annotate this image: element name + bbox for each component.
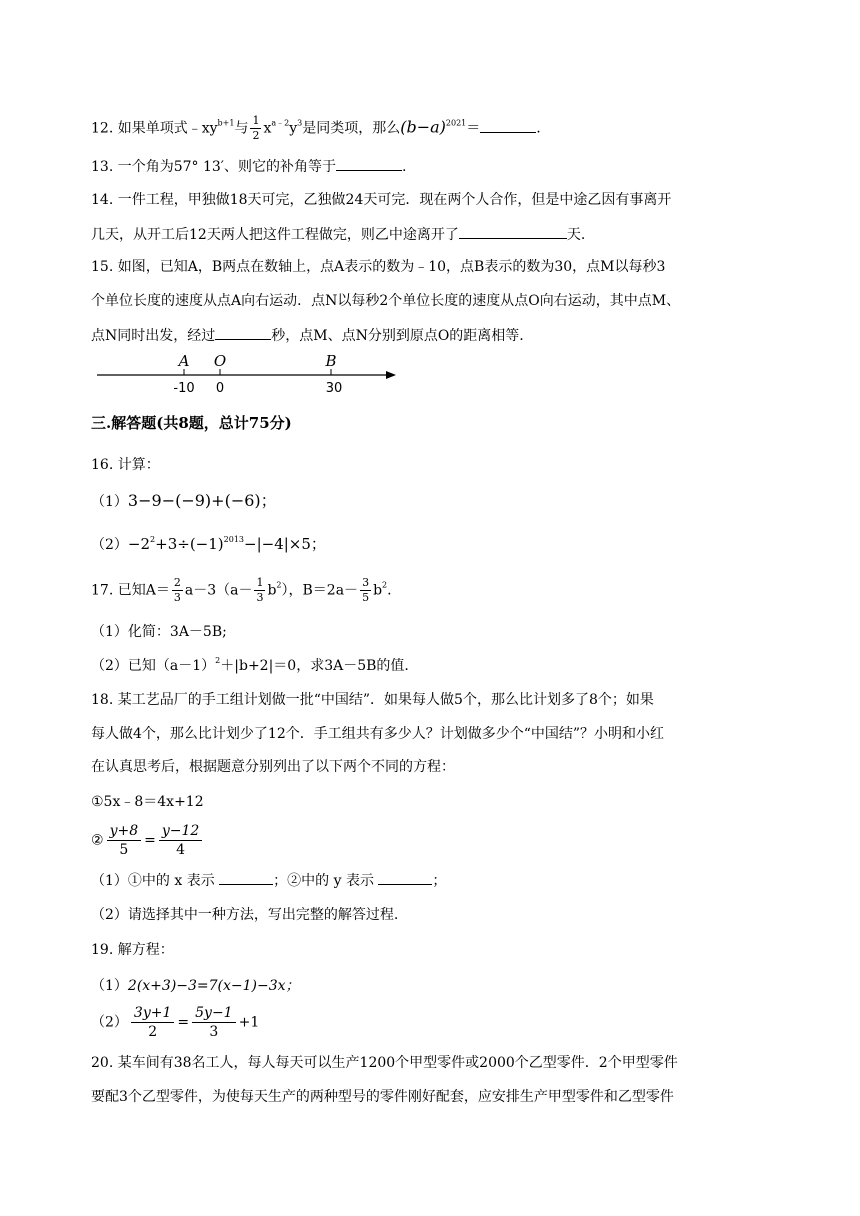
question-18-eq2 [91, 822, 205, 859]
question-19-part2 [91, 1004, 259, 1041]
question-number: 17. [91, 582, 114, 599]
q16-p2-exp1: 2 [150, 535, 156, 544]
fraction-numerator: y−12 [159, 822, 202, 841]
q16-p2-exp2: 2013 [223, 535, 244, 544]
q12-equals: ＝ [466, 120, 481, 137]
q16-p2-a: −2 [127, 535, 151, 553]
q17-p1: （1）化简：3A－5B; [91, 624, 227, 640]
question-15-line2 [91, 291, 680, 311]
question-number: 12. [91, 120, 114, 137]
q18-eq2-equals: = [144, 832, 156, 849]
q18-line3: 在认真思考后，根据题意分别列出了以下两个不同的方程： [91, 759, 455, 775]
q15-line3a: 点N同时出发，经过 [91, 328, 216, 344]
part-label: （1） [91, 494, 128, 510]
fraction-numerator: 1 [252, 114, 260, 127]
q18-eq2-mark: ② [91, 832, 104, 849]
fraction-numerator: 3 [362, 576, 370, 589]
q12-text-e: 是同类项，那么 [302, 120, 401, 137]
fraction-denominator: 2 [252, 129, 260, 142]
q12-x: x [263, 120, 272, 137]
question-18-eq1 [91, 792, 204, 812]
fraction-denominator: 2 [148, 1024, 158, 1040]
fraction-denominator: 5 [362, 591, 370, 604]
q19-tail: +1 [238, 1014, 260, 1031]
question-19-part1 [91, 976, 300, 996]
question-16-part1 [91, 491, 277, 512]
q18-p2: （2）请选择其中一种方法，写出完整的解答过程. [91, 907, 399, 923]
q17-exp1: 2 [276, 580, 282, 590]
q18-eq1: ①5x﹣8＝4x+12 [91, 794, 204, 810]
q18-line2: 每人做4个，那么比计划少了12个．手工组共有多少人？计划做多少个“中国结”？小明和小红 [91, 726, 665, 742]
question-18-line3 [91, 757, 455, 777]
part-label: （2） [91, 537, 128, 553]
q17-p2-b: ＋|b+2|＝0，求3A－5B的值. [220, 658, 409, 674]
question-20-line2 [91, 1087, 674, 1107]
question-13 [91, 156, 406, 177]
q17-text-d: ），B＝2a－ [281, 582, 359, 599]
q16-p2-c: −|−4|×5； [244, 535, 326, 553]
q17-text-a: 已知A＝ [117, 582, 170, 599]
question-19 [91, 940, 174, 960]
question-18-part1 [91, 870, 446, 891]
q12-fraction [250, 114, 261, 143]
fraction-denominator: 5 [119, 842, 129, 858]
q15-line1: 如图，已知A，B两点在数轴上，点A表示的数为﹣10，点B表示的数为30，点M以每秒3 [117, 259, 666, 275]
fraction-numerator: 3y+1 [131, 1004, 174, 1023]
q17-fraction-1 [172, 576, 183, 605]
question-number: 19. [91, 942, 114, 958]
question-15-line3 [91, 325, 524, 346]
answer-blank[interactable] [215, 325, 271, 340]
q12-exp4: 2021 [445, 118, 467, 128]
q12-end: . [536, 120, 541, 137]
q19-p1-expr: 2(x+3)−3=7(x−1)−3x； [127, 978, 300, 994]
q14-line1: 一件工程，甲独做18天可完，乙独做24天可完．现在两个人合作，但是中途乙因有事离开 [117, 192, 672, 208]
section-title: 三.解答题(共8题，总计75分) [91, 414, 292, 432]
question-17-part2 [91, 656, 409, 676]
fraction-numerator: 5y−1 [192, 1004, 235, 1023]
q17-text-b: a－3（a－ [184, 582, 253, 599]
q13-text: 一个角为57° 13′、则它的补角等于 [117, 159, 336, 175]
point-label-B: B [325, 352, 337, 370]
q12-exp1: b+1 [217, 118, 235, 128]
question-16 [91, 455, 160, 475]
q16-p2-b: +3÷(−1) [155, 535, 224, 553]
q12-expr: (b−a) [400, 117, 446, 137]
q18-eq2-left-fraction [107, 822, 142, 859]
fraction-numerator: y+8 [107, 822, 142, 841]
question-number: 20. [91, 1055, 114, 1071]
q19-equals: = [177, 1014, 190, 1031]
q14-line2a: 几天，从开工后12天两人把这件工程做完，则乙中途离开了 [91, 227, 459, 243]
q18-p1-b: ；②中的 y 表示 [273, 873, 374, 889]
question-17 [91, 576, 392, 605]
fraction-denominator: 3 [173, 591, 181, 604]
q17-fraction-2 [254, 576, 265, 605]
question-18-line2 [91, 724, 664, 744]
question-20 [91, 1053, 678, 1073]
question-17-part1 [91, 622, 227, 642]
part-label: （2） [91, 1014, 128, 1031]
q16-p1-expr: 3−9−(−9)+(−6)； [127, 491, 277, 510]
question-18-part2 [91, 905, 398, 925]
question-number: 13. [91, 159, 114, 175]
value-label-O: 0 [215, 381, 225, 396]
q18-p1-a: （1）①中的 x 表示 [91, 873, 215, 889]
fraction-numerator: 1 [256, 576, 264, 589]
value-label-B: 30 [325, 381, 343, 396]
question-14 [91, 190, 671, 210]
q17-b: b [267, 582, 277, 599]
question-18 [91, 690, 654, 710]
q12-y: y [289, 120, 298, 137]
q15-line2: 个单位长度的速度从点A向右运动．点N以每秒2个单位长度的速度从点O向右运动，其中点M、 [91, 293, 681, 309]
fraction-denominator: 4 [176, 842, 186, 858]
question-16-part2 [91, 534, 326, 555]
q20-line1: 某车间有38名工人，每人每天可以生产1200个甲型零件或2000个乙型零件．2个甲型零件 [117, 1055, 678, 1071]
q12-exp2: a﹣2 [271, 118, 290, 128]
arrow-head-icon [386, 371, 396, 379]
q14-line2b: 天. [566, 227, 586, 243]
answer-blank[interactable] [219, 870, 273, 885]
q17-p2-exp: 2 [215, 656, 221, 665]
question-12 [91, 114, 541, 143]
question-number: 15. [91, 259, 114, 275]
q18-p1-c: ； [432, 873, 447, 889]
answer-blank[interactable] [336, 156, 402, 171]
q17-b2: b [373, 582, 383, 599]
point-label-O: O [213, 352, 227, 370]
fraction-denominator: 3 [209, 1024, 219, 1040]
fraction-denominator: 3 [256, 591, 264, 604]
value-label-A: -10 [173, 381, 195, 396]
answer-blank[interactable] [459, 224, 567, 239]
q19-text: 解方程： [117, 942, 174, 958]
point-label-A: A [178, 352, 190, 370]
question-number: 18. [91, 692, 114, 708]
q17-exp2: 2 [382, 580, 388, 590]
part-label: （1） [91, 978, 128, 994]
q19-left-fraction [131, 1004, 174, 1041]
q18-line1: 某工艺品厂的手工组计划做一批“中国结”．如果每人做5个，那么比计划多了8个；如果 [117, 692, 654, 708]
question-number: 16. [91, 457, 114, 473]
q16-text: 计算： [117, 457, 160, 473]
question-15 [91, 257, 665, 277]
q17-fraction-3 [360, 576, 371, 605]
q19-right-fraction [192, 1004, 235, 1041]
q12-text: 如果单项式﹣xy [117, 120, 218, 137]
q15-line3b: 秒，点M、点N分别到原点O的距离相等. [271, 328, 524, 344]
q18-eq2-right-fraction [159, 822, 202, 859]
answer-blank[interactable] [378, 870, 432, 885]
q20-line2: 要配3个乙型零件，为使每天生产的两种型号的零件刚好配套，应安排生产甲型零件和乙型零件 [91, 1089, 674, 1105]
question-14-line2 [91, 224, 585, 245]
q12-text-b: 与 [234, 120, 249, 137]
q12-exp3: 3 [297, 118, 303, 128]
answer-blank[interactable] [480, 118, 536, 133]
q17-end: . [387, 582, 392, 599]
q13-end: . [401, 159, 407, 175]
question-number: 14. [91, 192, 114, 208]
q17-p2-a: （2）已知（a－1） [91, 658, 216, 674]
fraction-numerator: 2 [173, 576, 181, 589]
